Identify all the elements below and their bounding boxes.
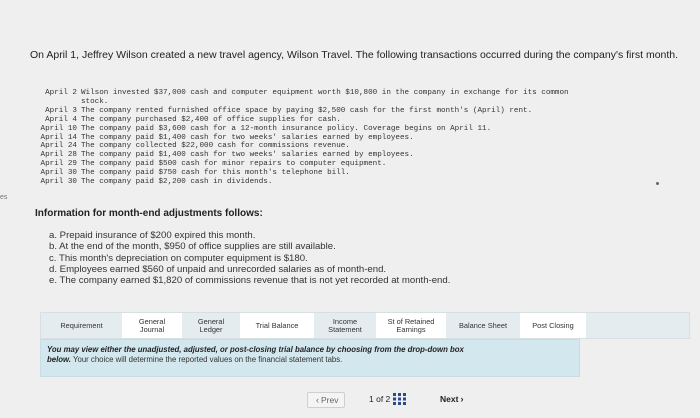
decorative-dot xyxy=(656,182,659,185)
transaction-date: April 2 xyxy=(45,89,77,97)
adjustment-item: d. Employees earned $560 of unpaid and unrecorded salaries as of month-end. xyxy=(49,263,387,275)
adjustment-item: e. The company earned $1,820 of commissions revenue that is not yet recorded at month-end. xyxy=(49,275,451,287)
adjustments-list xyxy=(49,230,450,286)
transaction-text: The company paid $500 cash for minor repairs to computer equipment. xyxy=(81,160,387,169)
tab-label: Balance Sheet xyxy=(458,320,508,330)
transaction-text-cont: stock. xyxy=(81,97,109,106)
transaction-text: The company paid $750 cash for this month's telephone bill. xyxy=(81,169,350,178)
grid-icon[interactable] xyxy=(393,392,407,406)
transaction-text: The company collected $22,000 cash for commissions revenue. xyxy=(81,142,350,151)
transaction-row xyxy=(33,160,643,169)
transaction-text: Wilson invested $37,000 cash and computer equipment worth $10,800 in the company in exchange for its common xyxy=(81,89,569,97)
chevron-left-icon: ‹ xyxy=(316,395,319,405)
transaction-row xyxy=(33,134,643,143)
next-label: Next xyxy=(440,394,459,404)
transaction-row xyxy=(33,151,643,160)
transaction-text: The company paid $2,200 cash in dividends. xyxy=(81,178,273,187)
note-text: Your choice will determine the reported values on the financial statement tabs. xyxy=(70,355,343,364)
note-bold-text: You may view either the unadjusted, adjusted, or post-closing trial balance by choosing from the drop-down box xyxy=(47,345,464,354)
transaction-row xyxy=(33,107,643,116)
tab-retained-earnings[interactable] xyxy=(376,313,446,338)
transaction-date: April 4 xyxy=(45,115,77,124)
adjustment-item: a. Prepaid insurance of $200 expired this month. xyxy=(49,230,256,241)
transaction-row xyxy=(33,142,643,151)
transaction-row xyxy=(33,178,643,187)
transaction-text: The company paid $1,400 cash for two weeks' salaries earned by employees. xyxy=(81,151,414,160)
tab-income-statement[interactable] xyxy=(314,313,376,338)
info-heading: Information for month-end adjustments follows: xyxy=(35,208,263,219)
prev-button[interactable] xyxy=(307,392,345,408)
transaction-date: April 30 xyxy=(40,178,77,187)
transactions-list xyxy=(33,89,643,187)
tab-trial-balance[interactable] xyxy=(240,313,314,338)
prev-label: Prev xyxy=(321,395,339,405)
tab-label-line1: General xyxy=(197,316,225,326)
tab-label: Requirement xyxy=(60,320,103,330)
tab-post-closing[interactable] xyxy=(520,313,586,338)
tab-label: Trial Balance xyxy=(255,320,299,330)
tab-label-line2: Journal xyxy=(139,324,165,334)
tab-general-journal[interactable] xyxy=(122,313,182,338)
transaction-date: April 30 xyxy=(40,169,77,178)
instruction-note xyxy=(40,339,580,377)
transaction-continuation xyxy=(33,98,643,107)
transaction-row xyxy=(33,125,643,134)
transaction-text: The company rented furnished office space by paying $2,500 cash for the first month's (April) rent. xyxy=(81,106,533,115)
chevron-right-icon: › xyxy=(460,394,464,404)
note-bold-word: below. xyxy=(47,355,71,364)
transaction-text: The company purchased $2,400 of office supplies for cash. xyxy=(81,115,341,124)
intro-text: On April 1, Jeffrey Wilson created a new travel agency, Wilson Travel. The following transactions occurred during the company's first month. xyxy=(30,49,679,61)
tab-label-line2: Earnings xyxy=(396,324,426,334)
transaction-row xyxy=(33,169,643,178)
transaction-text: The company paid $3,600 cash for a 12-month insurance policy. Coverage begins on April 11. xyxy=(81,124,492,133)
tab-label-line2: Statement xyxy=(328,324,362,334)
tab-label-line2: Ledger xyxy=(199,324,223,334)
transaction-text: The company paid $1,400 cash for two weeks' salaries earned by employees. xyxy=(81,133,414,142)
transaction-date: April 24 xyxy=(40,142,77,151)
tab-label-line1: St of Retained xyxy=(387,316,435,326)
next-button[interactable] xyxy=(440,392,465,406)
transaction-date: April 10 xyxy=(40,124,77,133)
edge-label: es xyxy=(0,194,8,201)
transaction-date: April 29 xyxy=(40,160,77,169)
tab-label-line1: Income xyxy=(332,316,358,326)
tab-general-ledger[interactable] xyxy=(182,313,240,338)
transaction-date: April 14 xyxy=(40,133,77,142)
adjustment-item: b. At the end of the month, $950 of office supplies are still available. xyxy=(49,241,336,253)
tab-label: Post Closing xyxy=(532,320,574,330)
tab-bar xyxy=(40,312,690,339)
transaction-row xyxy=(33,116,643,125)
tab-requirement[interactable] xyxy=(41,313,122,338)
page-indicator: 1 of 2 xyxy=(369,394,391,404)
transaction-date: April 28 xyxy=(40,151,77,160)
adjustment-item: c. This month's depreciation on computer equipment is $180. xyxy=(49,252,308,264)
transaction-date: April 3 xyxy=(45,106,77,115)
tab-label-line1: General xyxy=(138,316,166,326)
transaction-row xyxy=(33,89,643,98)
tab-balance-sheet[interactable] xyxy=(446,313,520,338)
